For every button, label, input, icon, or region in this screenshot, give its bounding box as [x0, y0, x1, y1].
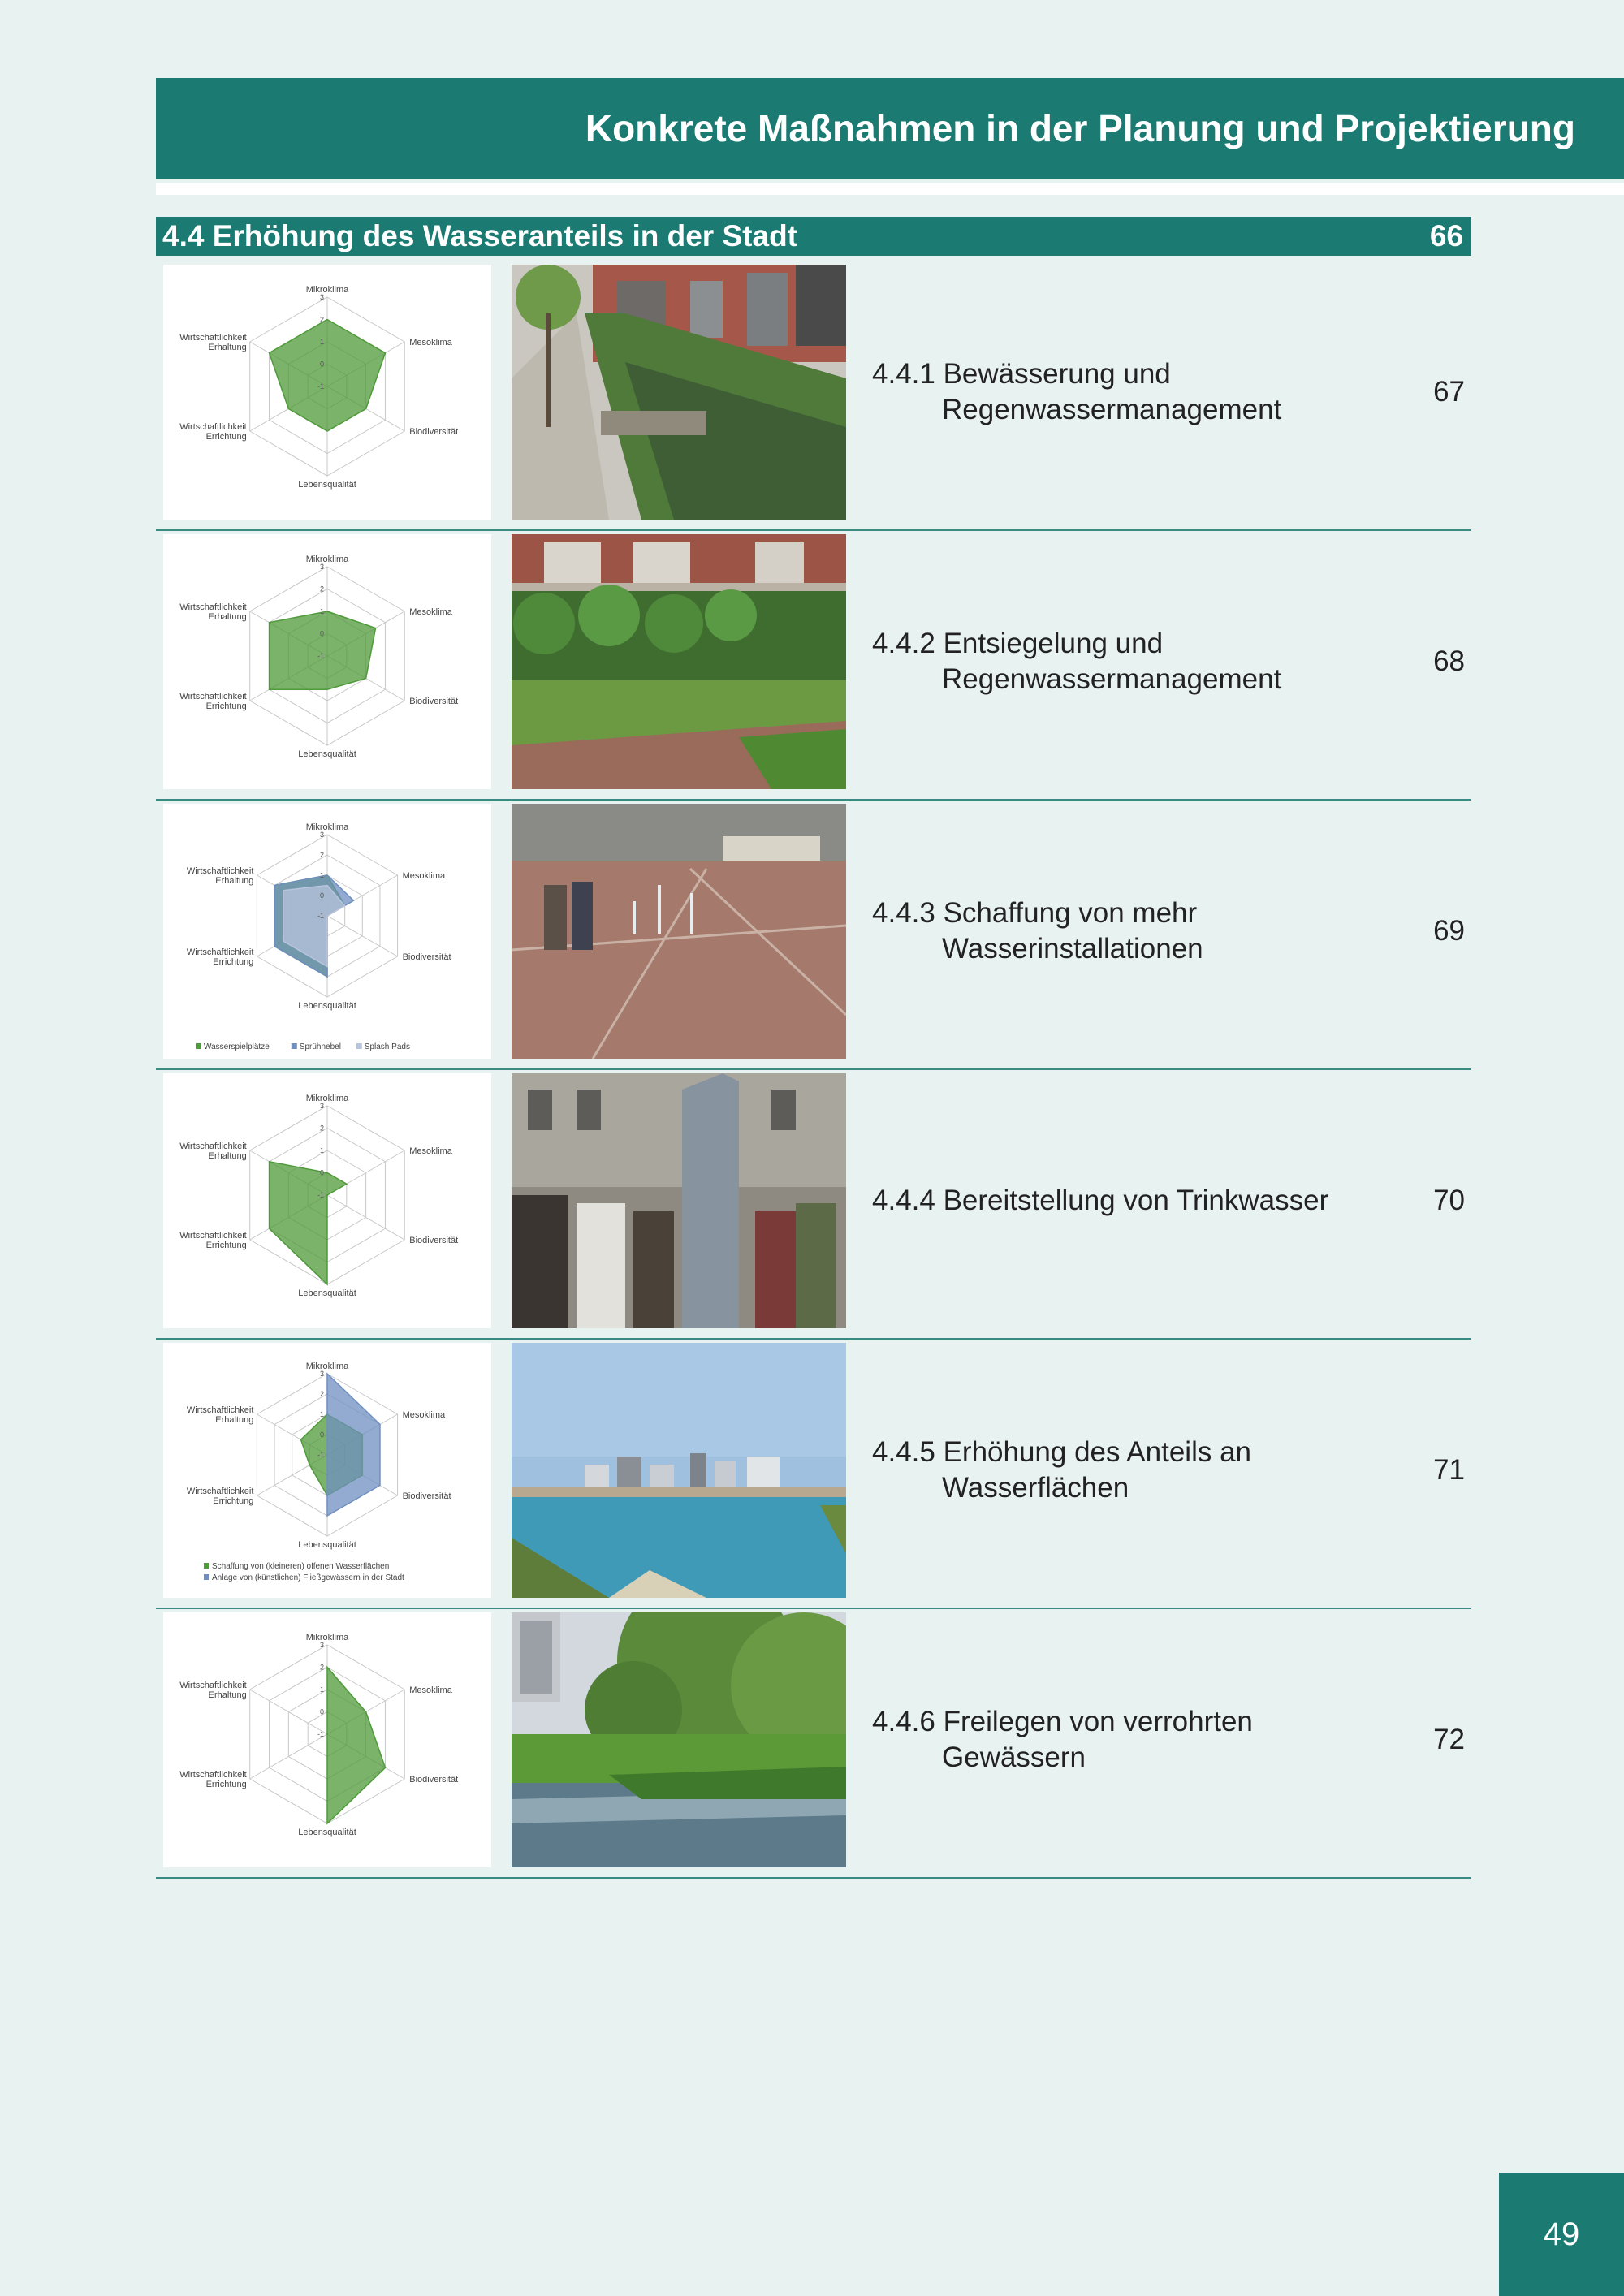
- toc-entry-text: [872, 1609, 1392, 1871]
- legend-label: Wasserspielplätze: [204, 1042, 270, 1051]
- radar-axis-label: Wirtschaftlichkeit: [179, 602, 247, 612]
- radar-tick-label: 0: [319, 360, 324, 369]
- radar-axis-label: Biodiversität: [409, 1236, 459, 1245]
- entry-title-line-1: 4.4.6 Freilegen von verrohrten: [872, 1706, 1253, 1737]
- radar-axis-label: Biodiversität: [409, 697, 459, 706]
- entry-title-line-2: Wasserflächen: [942, 1472, 1129, 1504]
- legend-swatch: [204, 1574, 209, 1580]
- entry-title-line-1: 4.4.3 Schaffung von mehr: [872, 897, 1198, 929]
- toc-entry-text: [872, 531, 1392, 792]
- radar-tick-label: 0: [319, 629, 324, 638]
- radar-axis-label: Errichtung: [205, 1780, 247, 1789]
- radar-axis-label: Mikroklima: [305, 555, 349, 564]
- radar-tick-label: -1: [317, 1451, 324, 1459]
- radar-chart: [163, 804, 491, 1059]
- radar-axis-label: Mesoklima: [409, 1146, 452, 1156]
- radar-tick-label: 0: [319, 891, 324, 900]
- entry-title-line-1: 4.4.4 Bereitstellung von Trinkwasser: [872, 1185, 1329, 1216]
- toc-row[interactable]: [156, 1340, 1471, 1609]
- entry-title-line-2: Regenwassermanagement: [942, 394, 1282, 425]
- radar-axis-label: Erhaltung: [208, 1690, 247, 1700]
- radar-tick-label: 3: [319, 1641, 324, 1649]
- legend-label: Anlage von (künstlichen) Fließgewässern in der Stadt: [212, 1573, 404, 1582]
- entry-title-line-1: 4.4.2 Entsiegelung und: [872, 628, 1164, 659]
- radar-chart: [163, 534, 491, 789]
- radar-axis-label: Mikroklima: [305, 285, 349, 295]
- radar-axis-label: Lebensqualität: [298, 1001, 356, 1011]
- radar-axis-label: Errichtung: [213, 1496, 254, 1506]
- radar-tick-label: 2: [319, 1663, 324, 1672]
- radar-axis-label: Biodiversität: [402, 1491, 451, 1501]
- radar-tick-label: -1: [317, 652, 324, 660]
- radar-axis-label: Wirtschaftlichkeit: [179, 692, 247, 701]
- radar-axis-label: Erhaltung: [215, 1415, 254, 1425]
- toc-row[interactable]: [156, 1070, 1471, 1340]
- radar-series-area: [270, 1162, 347, 1284]
- radar-axis-label: Mikroklima: [305, 1362, 349, 1371]
- entry-title-line-2: Wasserinstallationen: [942, 933, 1203, 965]
- legend-swatch: [204, 1563, 209, 1569]
- radar-axis-label: Erhaltung: [208, 1151, 247, 1161]
- radar-axis-label: Wirtschaftlichkeit: [186, 1487, 254, 1496]
- stream-with-trees-photo: [512, 1612, 846, 1867]
- radar-axis-label: Erhaltung: [208, 343, 247, 352]
- radar-tick-label: 2: [319, 315, 324, 324]
- radar-tick-label: 1: [319, 607, 324, 615]
- radar-axis-label: Wirtschaftlichkeit: [179, 333, 247, 343]
- toc-row[interactable]: [156, 531, 1471, 801]
- radar-axis-label: Erhaltung: [215, 876, 254, 886]
- radar-axis-label: Biodiversität: [402, 952, 451, 962]
- radar-axis-label: Wirtschaftlichkeit: [179, 1231, 247, 1241]
- radar-axis-label: Mikroklima: [305, 1633, 349, 1642]
- unsealed-lawn-photo: [512, 534, 846, 789]
- radar-tick-label: -1: [317, 1730, 324, 1738]
- radar-tick-label: 0: [319, 1431, 324, 1439]
- radar-axis-label: Mikroklima: [305, 1094, 349, 1103]
- radar-tick-label: 1: [319, 1410, 324, 1418]
- radar-axis-label: Lebensqualität: [298, 1288, 356, 1298]
- entry-page-ref[interactable]: 71: [1433, 1454, 1465, 1486]
- radar-tick-label: 0: [319, 1168, 324, 1177]
- toc-entry-text: [872, 1340, 1392, 1601]
- legend-label: Schaffung von (kleineren) offenen Wasserflächen: [212, 1562, 390, 1571]
- radar-axis-label: Errichtung: [205, 432, 247, 442]
- section-page-ref[interactable]: 66: [1429, 219, 1463, 252]
- radar-axis-label: Errichtung: [205, 1241, 247, 1250]
- section-header: [156, 217, 1471, 256]
- entry-page-ref[interactable]: 70: [1433, 1185, 1465, 1216]
- radar-tick-label: 3: [319, 1102, 324, 1110]
- page-number: 49: [1499, 2173, 1624, 2296]
- urban-lake-photo: [512, 1343, 846, 1598]
- toc-entry-text: [872, 261, 1392, 523]
- radar-tick-label: 3: [319, 293, 324, 301]
- radar-axis-label: Lebensqualität: [298, 480, 356, 490]
- entry-title-line-2: Gewässern: [942, 1741, 1086, 1773]
- radar-chart: [163, 1073, 491, 1328]
- radar-tick-label: 2: [319, 851, 324, 859]
- entry-page-ref[interactable]: 68: [1433, 645, 1465, 677]
- legend-swatch: [292, 1043, 297, 1049]
- radar-tick-label: 0: [319, 1707, 324, 1716]
- header-divider: [156, 183, 1624, 195]
- entry-page-ref[interactable]: 67: [1433, 376, 1465, 408]
- toc-entry-text: [872, 1070, 1392, 1331]
- radar-axis-label: Mesoklima: [402, 1410, 446, 1420]
- radar-axis-label: Mesoklima: [409, 607, 452, 617]
- toc-row[interactable]: [156, 261, 1471, 531]
- radar-tick-label: 1: [319, 1146, 324, 1154]
- radar-axis-label: Wirtschaftlichkeit: [186, 866, 254, 876]
- radar-series-area: [327, 1668, 385, 1824]
- radar-series-area: [270, 611, 376, 689]
- radar-axis-label: Mikroklima: [305, 822, 349, 832]
- toc-row[interactable]: [156, 801, 1471, 1070]
- radar-axis-label: Wirtschaftlichkeit: [186, 947, 254, 957]
- section-title: 4.4 Erhöhung des Wasseranteils in der Stadt: [162, 219, 797, 252]
- radar-axis-label: Errichtung: [213, 957, 254, 967]
- entry-title-line-1: 4.4.5 Erhöhung des Anteils an: [872, 1436, 1252, 1468]
- entry-title-line-2: Regenwassermanagement: [942, 663, 1282, 695]
- radar-tick-label: 1: [319, 1685, 324, 1694]
- entry-page-ref[interactable]: 69: [1433, 915, 1465, 947]
- radar-axis-label: Lebensqualität: [298, 749, 356, 759]
- radar-chart: [163, 1343, 491, 1598]
- radar-tick-label: -1: [317, 1191, 324, 1199]
- radar-axis-label: Errichtung: [205, 701, 247, 711]
- radar-tick-label: -1: [317, 912, 324, 920]
- radar-tick-label: 2: [319, 585, 324, 593]
- radar-axis-label: Erhaltung: [208, 612, 247, 622]
- radar-tick-label: 2: [319, 1124, 324, 1133]
- radar-tick-label: -1: [317, 382, 324, 391]
- radar-axis-label: Lebensqualität: [298, 1828, 356, 1837]
- radar-series-area: [327, 1374, 380, 1516]
- radar-tick-label: 3: [319, 563, 324, 571]
- legend-label: Splash Pads: [364, 1042, 410, 1051]
- entry-page-ref[interactable]: 72: [1433, 1724, 1465, 1755]
- radar-axis-label: Wirtschaftlichkeit: [179, 1681, 247, 1690]
- chapter-header: [156, 78, 1624, 179]
- toc-entry-text: [872, 801, 1392, 1062]
- radar-axis-label: Wirtschaftlichkeit: [186, 1405, 254, 1415]
- radar-axis-label: Mesoklima: [409, 1685, 452, 1695]
- radar-tick-label: 3: [319, 1370, 324, 1378]
- legend-label: Sprühnebel: [299, 1042, 341, 1051]
- drinking-fountain-photo: [512, 1073, 846, 1328]
- water-fountain-plaza-photo: [512, 804, 846, 1059]
- legend-swatch: [356, 1043, 362, 1049]
- radar-axis-label: Biodiversität: [409, 427, 459, 437]
- toc-row[interactable]: [156, 1609, 1471, 1879]
- entry-title-line-1: 4.4.1 Bewässerung und: [872, 358, 1171, 390]
- radar-series-area: [270, 320, 386, 432]
- radar-axis-label: Biodiversität: [409, 1775, 459, 1785]
- toc-list: [156, 261, 1471, 1879]
- radar-chart: [163, 1612, 491, 1867]
- chapter-title: Konkrete Maßnahmen in der Planung und Projektierung: [585, 107, 1575, 149]
- radar-axis-label: Mesoklima: [402, 871, 446, 881]
- radar-axis-label: Lebensqualität: [298, 1540, 356, 1550]
- planted-water-channel-photo: [512, 265, 846, 520]
- radar-tick-label: 3: [319, 831, 324, 839]
- radar-axis-label: Wirtschaftlichkeit: [179, 422, 247, 432]
- legend-swatch: [196, 1043, 201, 1049]
- radar-chart: [163, 265, 491, 520]
- radar-tick-label: 1: [319, 871, 324, 879]
- radar-tick-label: 2: [319, 1390, 324, 1398]
- radar-axis-label: Wirtschaftlichkeit: [179, 1142, 247, 1151]
- radar-tick-label: 1: [319, 338, 324, 346]
- radar-axis-label: Mesoklima: [409, 338, 452, 347]
- radar-axis-label: Wirtschaftlichkeit: [179, 1770, 247, 1780]
